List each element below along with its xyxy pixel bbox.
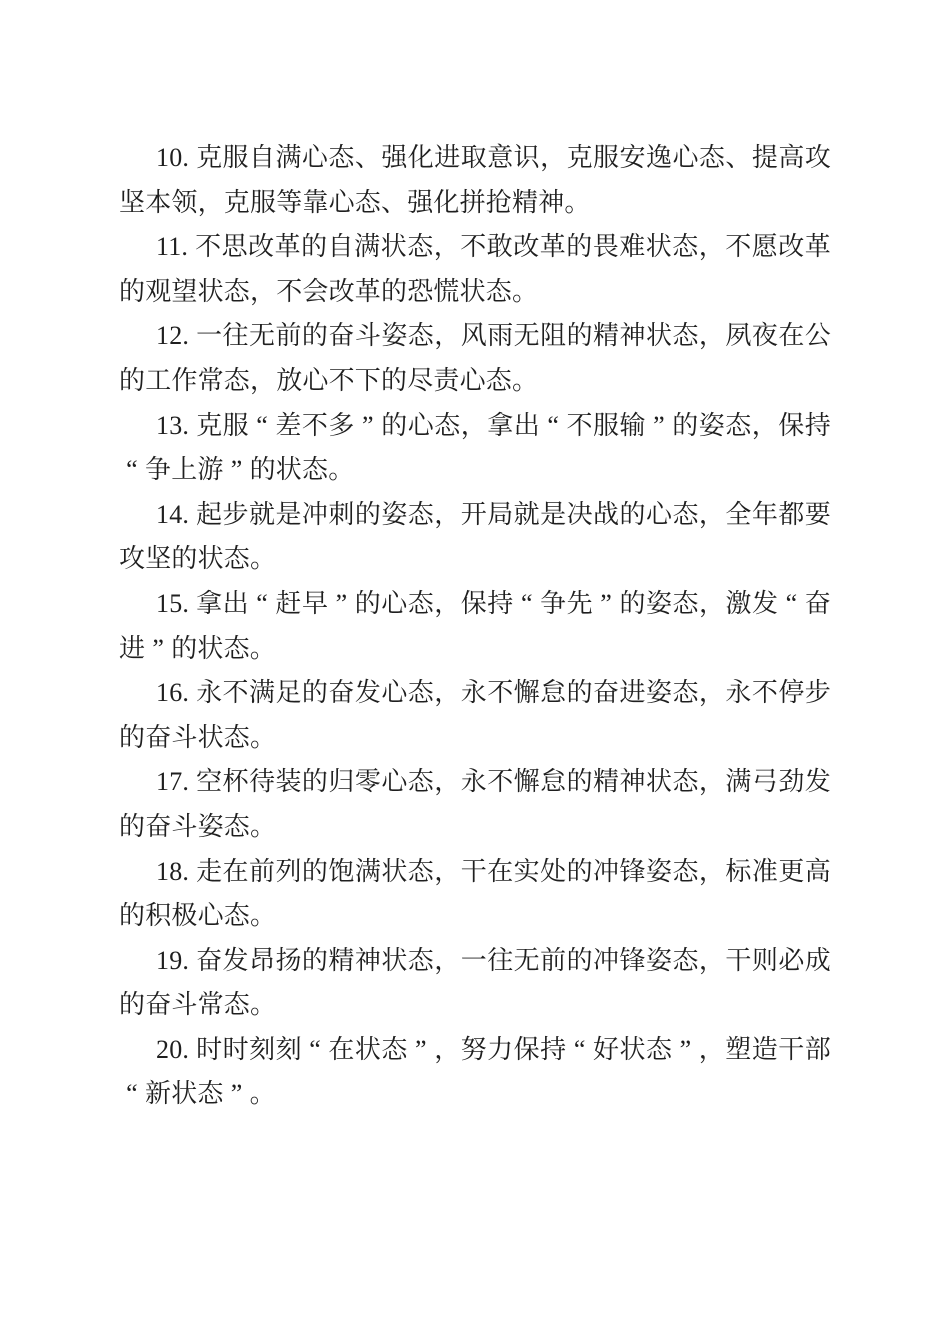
fullwidth-quote: “ (547, 410, 560, 440)
fullwidth-quote: “ (256, 588, 268, 618)
fullwidth-quote: “ (126, 1079, 138, 1109)
fullwidth-quote: ” (362, 410, 374, 440)
document-body (119, 136, 831, 1117)
fullwidth-quote: “ (309, 1034, 321, 1064)
list-item-16: 16. 永不满足的奋发心态，永不懈怠的奋进姿态，永不停步的奋斗状态。 (119, 678, 831, 752)
fullwidth-quote: ” (230, 1079, 243, 1109)
list-item-14: 14. 起步就是冲刺的姿态，开局就是决战的心态，全年都要攻坚的状态。 (119, 499, 831, 574)
fullwidth-quote: ” (415, 1034, 427, 1064)
fullwidth-quote: “ (520, 588, 533, 618)
fullwidth-quote: ” (653, 410, 665, 440)
fullwidth-quote: ” (679, 1034, 692, 1064)
list-item-18: 18. 走在前列的饱满状态，干在实处的冲锋姿态，标准更高的积极心态。 (119, 856, 831, 931)
list-item-15: 15. 拿出 “ 赶早 ” 的心态，保持 “ 争先 ” 的姿态，激发 “ 奋进 ” 的状态。 (119, 582, 831, 671)
fullwidth-quote: “ (785, 588, 798, 618)
list-item-19: 19. 奋发昂扬的精神状态，一往无前的冲锋姿态，干则必成的奋斗常态。 (119, 945, 831, 1020)
list-item-12: 12. 一往无前的奋斗姿态，风雨无阻的精神状态，夙夜在公的工作常态，放心不下的尽责心态。 (119, 321, 831, 395)
fullwidth-quote: “ (256, 410, 268, 440)
fullwidth-quote: ” (600, 588, 613, 618)
list-item-10: 10. 克服自满心态、强化进取意识，克服安逸心态、提高攻坚本领，克服等靠心态、强化拼抢精神。 (119, 143, 831, 217)
fullwidth-quote: “ (126, 455, 138, 485)
fullwidth-quote: ” (152, 633, 165, 663)
fullwidth-quote: ” (230, 455, 243, 485)
list-item-20: 20. 时时刻刻 “ 在状态 ” ，努力保持 “ 好状态 ” ，塑造干部“ 新状态 ” 。 (119, 1028, 831, 1117)
fullwidth-quote: ” (335, 588, 348, 618)
list-item-11: 11. 不思改革的自满状态，不敢改革的畏难状态，不愿改革的观望状态，不会改革的恐慌状态。 (119, 232, 831, 306)
fullwidth-quote: “ (573, 1034, 586, 1064)
list-item-17: 17. 空杯待装的归零心态，永不懈怠的精神状态，满弓劲发的奋斗姿态。 (119, 767, 831, 841)
list-item-13: 13. 克服 “ 差不多 ” 的心态，拿出 “ 不服输 ” 的姿态，保持“ 争上游 ” 的状态。 (119, 404, 831, 493)
